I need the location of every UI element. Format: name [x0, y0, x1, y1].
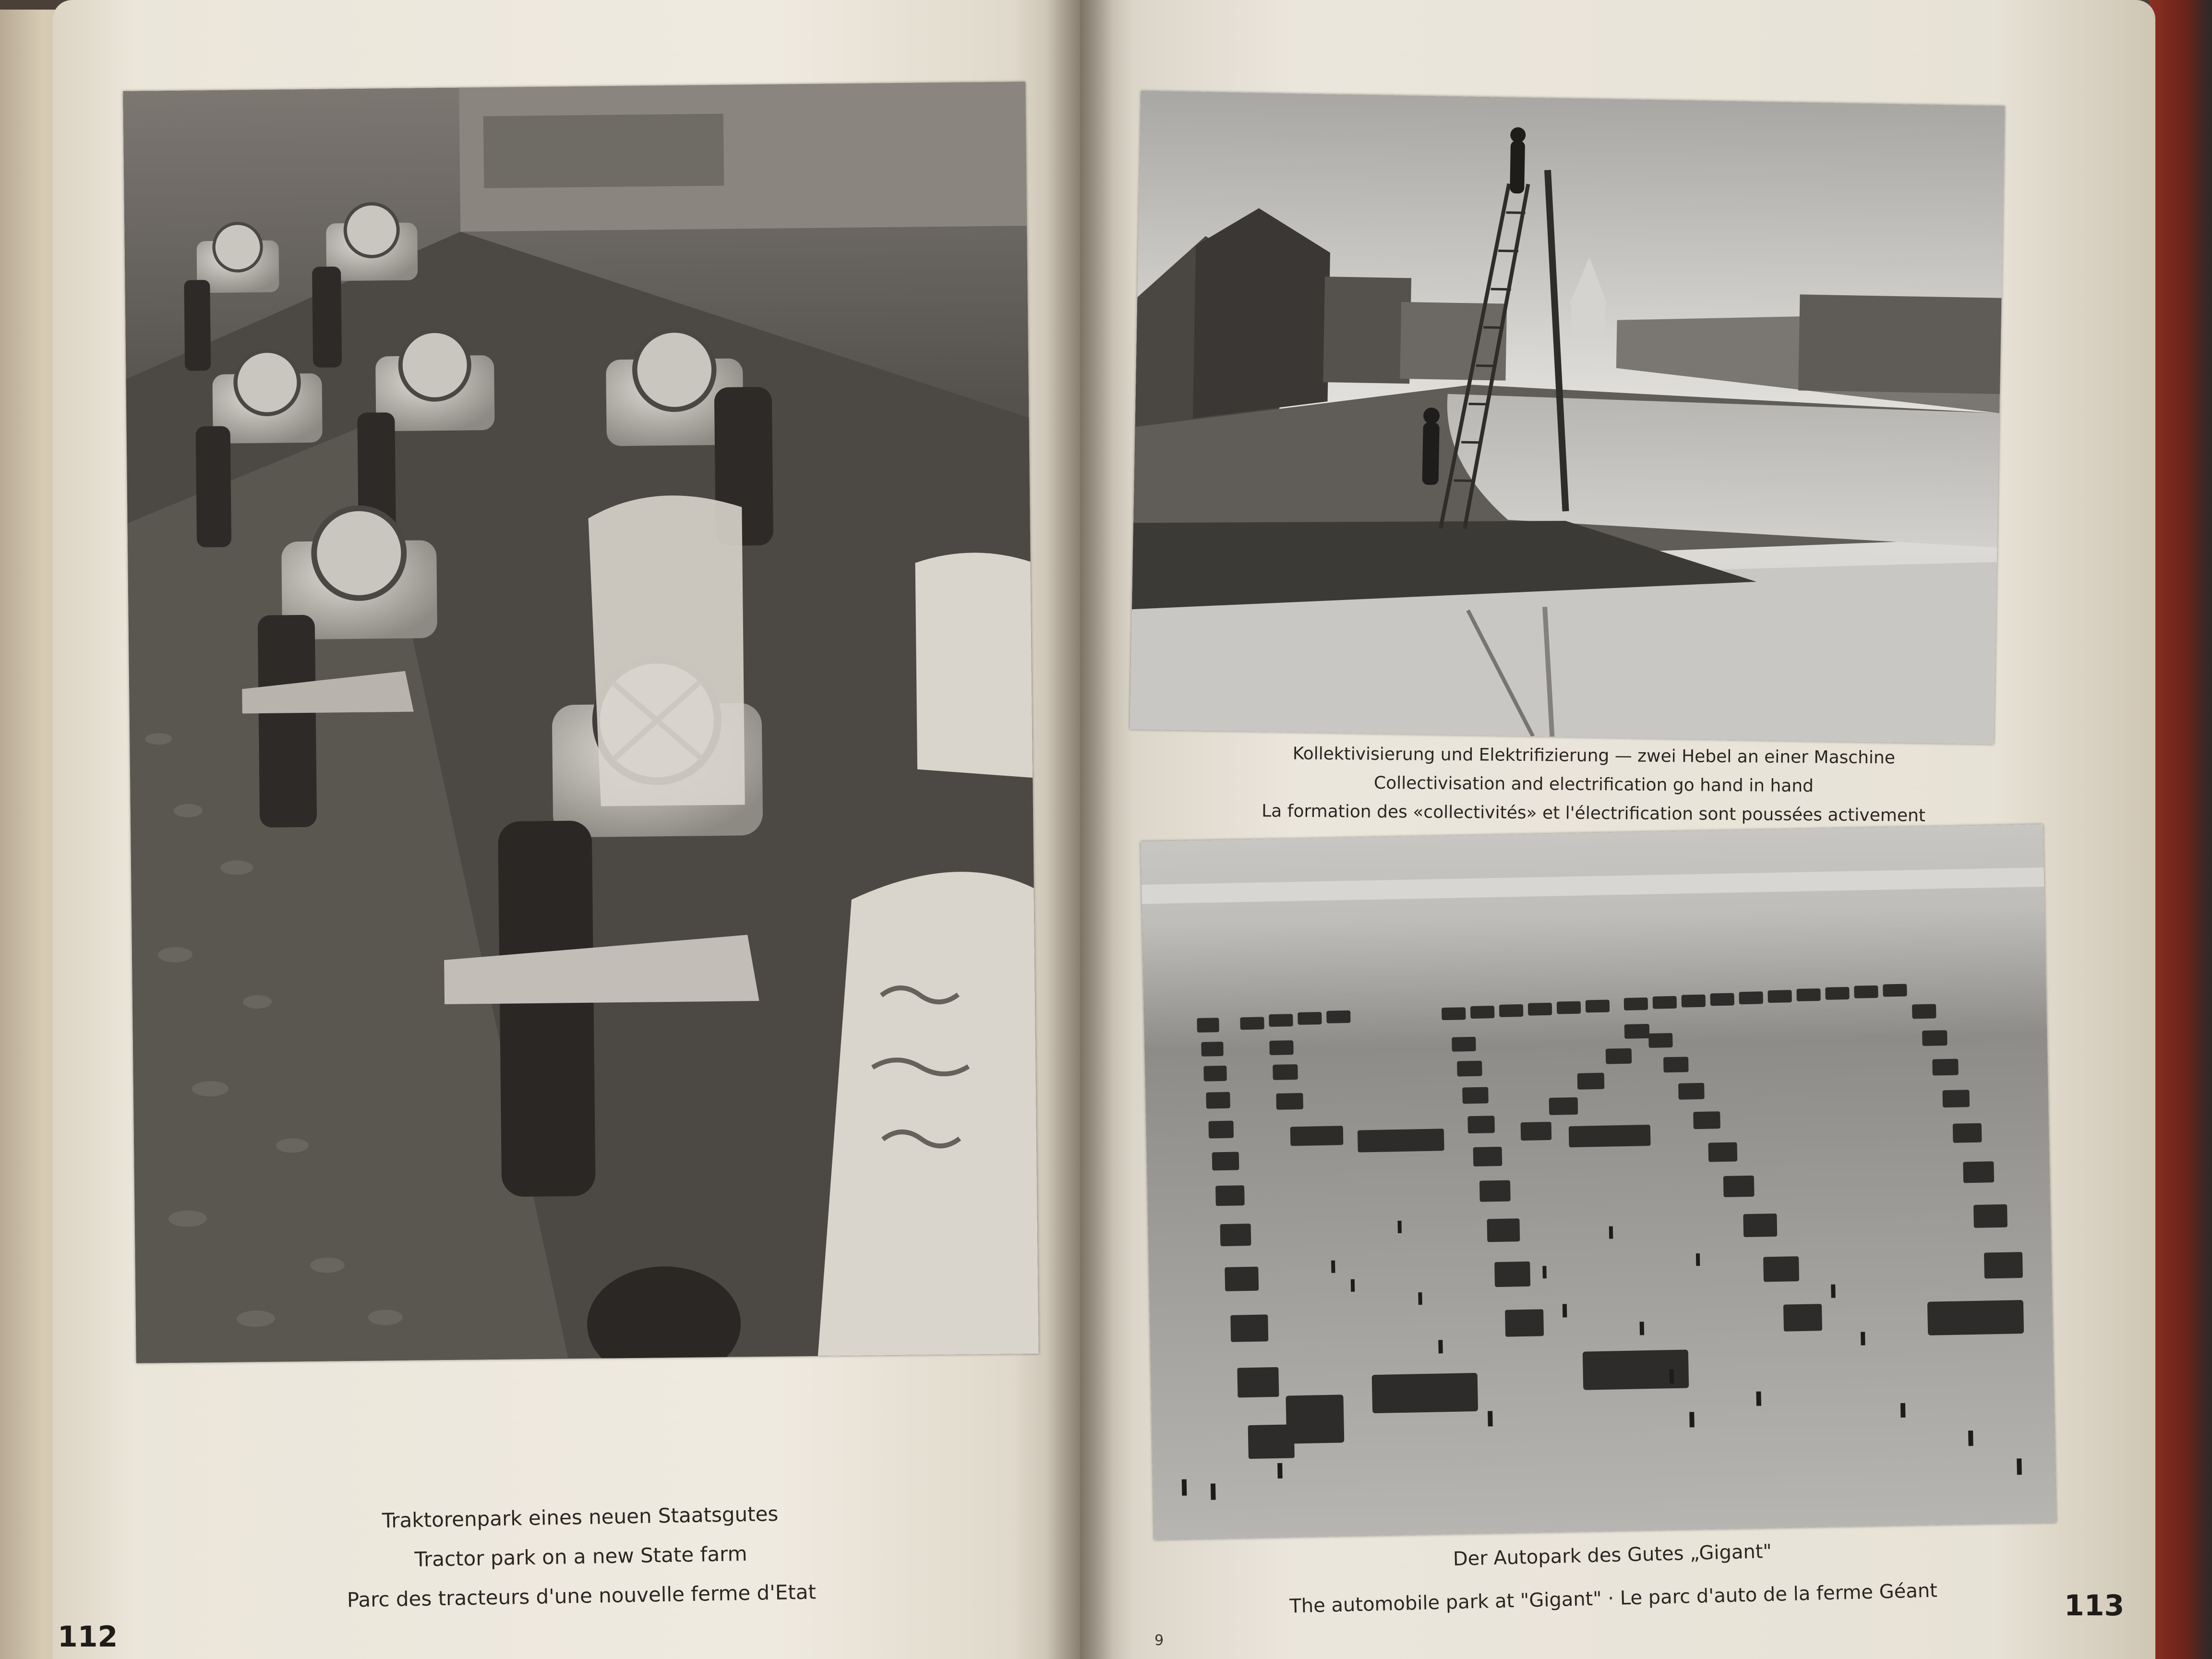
caption-french: La formation des «collectivités» et l'électrification sont poussées activement — [1262, 801, 1926, 826]
page-number-left: 112 — [58, 1620, 118, 1654]
signature-mark: 9 — [1154, 1632, 1164, 1649]
page-number-right: 113 — [2064, 1589, 2125, 1623]
caption-french: Le parc d'auto de la ferme Géant — [1620, 1579, 1938, 1610]
autopark-icon — [1141, 824, 2056, 1540]
caption-german: Traktorenpark eines neuen Staatsgutes — [382, 1502, 779, 1533]
tractor-park-photo — [123, 82, 1039, 1363]
caption-french: Parc des tracteurs d'une nouvelle ferme d'Etat — [347, 1580, 817, 1612]
tractor-park-caption — [268, 1492, 894, 1622]
electrification-village-photo — [1130, 91, 2005, 744]
caption-german: Kollektivisierung und Elektrifizierung — zwei Hebel an einer Maschine — [1292, 744, 1896, 768]
caption-english: Tractor park on a new State farm — [414, 1541, 747, 1572]
book-cover-right-edge — [2150, 0, 2212, 1659]
electrification-caption — [1161, 739, 2026, 831]
caption-separator: · — [1607, 1587, 1614, 1610]
book-spine-gutter — [1046, 0, 1114, 1659]
caption-english: Collectivisation and electrification go hand in hand — [1373, 773, 1814, 796]
electrification-icon — [1130, 91, 2005, 744]
tractor-park-icon — [123, 82, 1039, 1363]
caption-german: Der Autopark des Gutes „Gigant" — [1453, 1540, 1772, 1571]
caption-english: The automobile park at "Gigant" — [1289, 1587, 1602, 1618]
automobile-park-photo — [1141, 824, 2056, 1540]
